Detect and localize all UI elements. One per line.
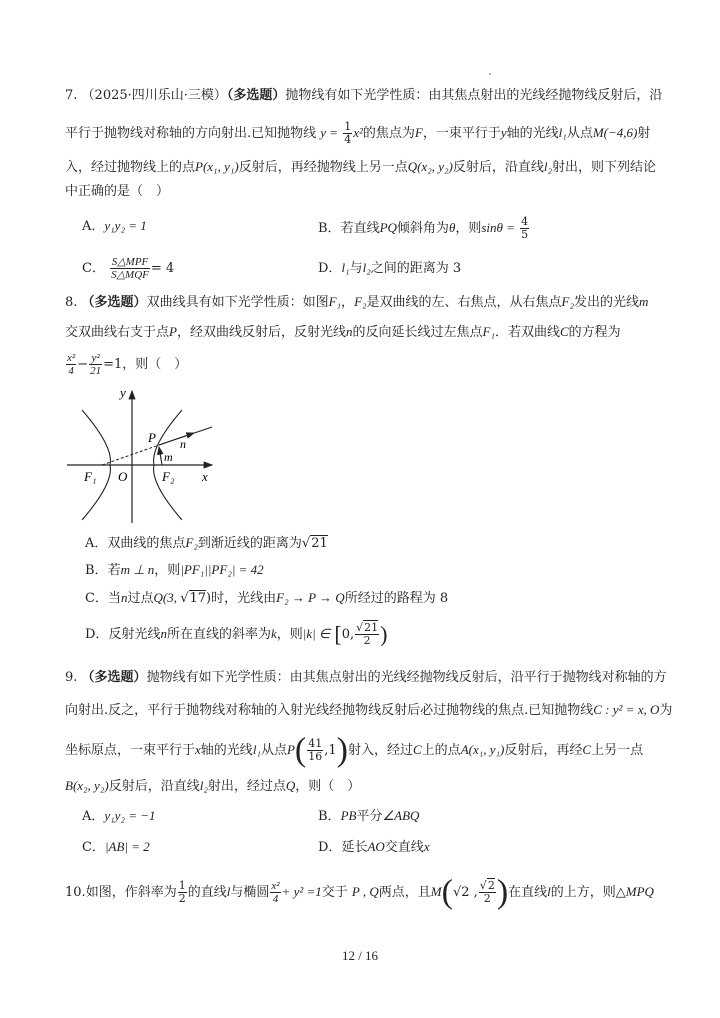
- text: 与: [349, 261, 363, 276]
- math: l₂: [199, 778, 208, 793]
- text: ，则（ ）: [295, 779, 361, 794]
- text: 两点，且: [378, 885, 431, 900]
- text: 所在直线的斜率为: [166, 627, 271, 642]
- option-label: B．: [85, 563, 108, 578]
- math: + y² =1: [281, 884, 322, 899]
- text: 所经过的路程为 8: [344, 591, 449, 606]
- f2-label: F₂: [162, 469, 175, 484]
- question-number: 8.: [65, 295, 78, 310]
- option-label: D．: [85, 627, 109, 642]
- hyperbola-figure: [62, 385, 222, 527]
- math: n: [345, 324, 353, 339]
- math: M(−4,6): [592, 125, 638, 140]
- text: 如图，作斜率为: [85, 885, 177, 900]
- bracket: ): [380, 621, 388, 647]
- text: 抛物线有如下光学性质：由其焦点射出的光线经抛物线反射后，沿平行于抛物线对称轴的方: [146, 670, 667, 685]
- q7-line-2: [65, 121, 650, 146]
- math: A(x₁, y₁): [460, 742, 505, 757]
- denominator: 2: [178, 892, 186, 905]
- question-type: （多选题）: [226, 88, 286, 103]
- math: l₂: [362, 260, 371, 275]
- numerator: S△MPF: [111, 256, 149, 268]
- text: 双曲线具有如下光学性质：如图: [146, 295, 329, 310]
- bracket: [: [334, 621, 342, 647]
- math: l: [226, 884, 231, 899]
- math: F: [414, 125, 423, 140]
- text: 向射出.反之，平行于抛物线对称轴的入射光线经抛物线反射后必过抛物线的焦点.已知抛物线: [65, 703, 594, 718]
- fraction: [89, 352, 102, 377]
- q9-option-d[interactable]: [318, 837, 430, 858]
- option-label: A．: [85, 536, 108, 551]
- math: k: [270, 626, 277, 641]
- text: 过点: [127, 591, 154, 606]
- fraction: [270, 880, 280, 905]
- math: |k| ∈: [302, 626, 331, 641]
- numerator: 41: [308, 737, 323, 750]
- numerator: 21: [364, 621, 379, 634]
- math: C : y² = x, O: [593, 702, 660, 717]
- x-label: x: [202, 469, 208, 484]
- denominator: S△MQF: [111, 269, 149, 281]
- option-label: C．: [85, 591, 108, 606]
- text: ，一束平行于: [422, 126, 501, 141]
- math: |PF₁||PF₂| = 42: [180, 562, 264, 577]
- math: C: [582, 742, 592, 757]
- f1-label: F₁: [84, 469, 97, 484]
- option-label: C．: [82, 840, 105, 855]
- fraction: [343, 121, 352, 146]
- text: 反射后，沿直线: [108, 779, 200, 794]
- text: 若: [107, 563, 121, 578]
- math: B(x₂, y₂): [65, 778, 109, 793]
- text: ，经双曲线反射后，反射光线: [176, 325, 346, 340]
- fraction: [307, 738, 323, 763]
- numerator: x²: [271, 880, 280, 892]
- text: 时，光线由: [211, 591, 277, 606]
- ray-n-arrow: [159, 433, 194, 445]
- numerator: y²: [89, 352, 102, 365]
- text: 若直线: [340, 221, 380, 236]
- q7-option-d[interactable]: [318, 258, 461, 279]
- option-text: y₁y₂ = −1: [104, 808, 156, 823]
- text: 平分: [356, 809, 383, 824]
- text: 射入，经过: [347, 743, 413, 758]
- math: n: [120, 590, 128, 605]
- question-type: （多选题）: [81, 670, 147, 685]
- text: 双曲线的焦点: [107, 536, 186, 551]
- text: 的焦点为: [362, 126, 415, 141]
- fraction: [110, 256, 150, 281]
- math: x: [423, 839, 430, 854]
- text: 的直线: [187, 885, 227, 900]
- math: y: [500, 125, 507, 140]
- math: l₁: [558, 125, 567, 140]
- math: ∠ABQ: [382, 808, 420, 823]
- q8-option-d[interactable]: [85, 622, 387, 647]
- q7-option-b[interactable]: [318, 216, 530, 241]
- text: 之间的距离为 3: [370, 261, 462, 276]
- text: 的上方，则△: [550, 885, 626, 900]
- math: C: [559, 324, 569, 339]
- scan-artifact: [489, 73, 491, 75]
- math: l₁: [252, 742, 261, 757]
- text: 平行于抛物线对称轴的方向射出.已知抛物线: [65, 126, 317, 141]
- text: 坐标原点，一束平行于: [65, 743, 196, 758]
- denominator: 4: [344, 133, 352, 146]
- text: ，则: [276, 627, 303, 642]
- text: 的反向延长线过左焦点: [352, 325, 483, 340]
- math: l₂: [543, 159, 553, 174]
- q9-option-a[interactable]: [82, 806, 156, 827]
- option-label: A．: [82, 219, 105, 234]
- fraction: [66, 352, 76, 377]
- question-type: （多选题）: [81, 295, 147, 310]
- q7-option-c[interactable]: [82, 256, 174, 281]
- text: 倾斜角为: [396, 221, 449, 236]
- denominator: 21: [90, 365, 102, 377]
- math: Q(x₂, y₂): [407, 159, 453, 174]
- denominator: 5: [521, 228, 529, 241]
- page-number: 12 / 16: [341, 948, 379, 963]
- math: PB: [340, 808, 357, 823]
- sqrt-value: 21: [311, 536, 328, 551]
- text: 射: [637, 126, 651, 141]
- option-label: B．: [318, 221, 341, 236]
- math: m ⊥ n: [120, 562, 155, 577]
- math: ): [206, 591, 212, 606]
- question-number: 10.: [65, 885, 86, 900]
- numerator: 1: [178, 879, 186, 892]
- q9-option-c[interactable]: [82, 837, 150, 858]
- math: = 4: [150, 261, 175, 276]
- math: √2 ,: [452, 885, 478, 900]
- m-label: m: [164, 450, 173, 464]
- math: θ: [448, 220, 456, 235]
- q8-option-b[interactable]: [85, 560, 264, 581]
- math: x: [195, 742, 201, 757]
- math: F₁: [328, 294, 342, 309]
- text: 到渐近线的距离为: [197, 536, 302, 551]
- q9-line-4: [65, 776, 360, 797]
- text: 从点: [260, 743, 287, 758]
- q8-option-c[interactable]: C．当n过点Q(3, √17)时，光线由F₂ → P → Q所经过的路程为 8: [85, 590, 449, 606]
- math: F₂: [561, 294, 575, 309]
- text: 上另一点: [591, 743, 644, 758]
- text: 交双曲线右支于点: [65, 325, 170, 340]
- math: AO: [367, 839, 385, 854]
- text: 与椭圆: [230, 885, 270, 900]
- question-number: 9.: [65, 670, 78, 685]
- math: l₁: [341, 260, 350, 275]
- p-label: P: [148, 430, 156, 445]
- q8-line-2: [65, 322, 621, 343]
- math: n: [160, 626, 167, 641]
- text: 反射后，沿直线: [452, 160, 544, 175]
- math: C: [413, 742, 422, 757]
- text: 上的点: [421, 743, 461, 758]
- math: sinθ =: [481, 220, 515, 235]
- fraction: $\frac{√2}{2}$: [479, 879, 495, 905]
- text: 发出的光线: [574, 295, 640, 310]
- option-text: |AB| = 2: [104, 839, 150, 854]
- fraction: [178, 880, 187, 905]
- text: ，则: [154, 563, 181, 578]
- question-number: 7.: [65, 88, 78, 103]
- text: 射出，经过点: [207, 779, 286, 794]
- q7-line-3: [65, 157, 656, 178]
- text: 反射后，再经: [504, 743, 583, 758]
- sqrt-value: 17: [189, 591, 207, 606]
- q8-option-a[interactable]: A．双曲线的焦点F₂到渐近线的距离为√21: [85, 535, 328, 551]
- denominator: 4: [272, 893, 279, 905]
- fraction: [520, 216, 529, 241]
- text: 延长: [341, 840, 368, 855]
- ray-m: [159, 447, 162, 465]
- math: P: [286, 742, 295, 757]
- text: ，则: [455, 221, 482, 236]
- q7-line-1: [65, 86, 662, 106]
- q9-line-3: 坐标原点，一束平行于x轴的光线l₁从点P( $\frac{41}{16}$ ,1)射入，经过C上的点A(x₁, y₁)反射后，再经C上另一点: [65, 731, 644, 769]
- math: MPQ: [625, 884, 654, 899]
- denominator: 4: [68, 365, 74, 377]
- option-label: C．: [82, 261, 105, 276]
- math: ,1: [324, 743, 337, 758]
- math: Q(3,: [153, 590, 181, 605]
- text: 是双曲线的左、右焦点，从右焦点: [366, 295, 562, 310]
- text: 的方程为: [568, 325, 621, 340]
- math: 0,: [341, 627, 355, 642]
- denominator: 16: [308, 750, 323, 763]
- text: 射出，则下列结论: [552, 160, 657, 175]
- q8-line-3: $\frac{\text{x²}}{4}$ − $\frac{\text{y²}}{21}$ =1，则（ ）: [67, 352, 188, 377]
- text: 在直线: [508, 885, 548, 900]
- math: F₂: [185, 535, 198, 550]
- text: 当: [107, 591, 121, 606]
- math: y =: [320, 125, 339, 140]
- option-text: y₁y₂ = 1: [104, 218, 147, 233]
- q7-option-a[interactable]: [82, 216, 147, 237]
- text: 为: [659, 703, 673, 718]
- text: 反射光线: [108, 627, 161, 642]
- option-label: D．: [318, 261, 342, 276]
- text: 交直线: [384, 840, 424, 855]
- q9-line-1: [65, 668, 667, 688]
- text: ．若双曲线: [494, 325, 560, 340]
- option-label: B．: [318, 809, 341, 824]
- q9-line-2: [65, 700, 672, 721]
- math: m: [639, 294, 649, 309]
- math: l: [547, 884, 551, 899]
- text: 轴的光线: [506, 126, 559, 141]
- denominator: 2: [483, 892, 491, 905]
- math: Q: [285, 778, 296, 793]
- text: ，: [341, 295, 355, 310]
- math: x²: [353, 125, 363, 140]
- math: P , Q: [351, 884, 379, 899]
- text: 抛物线有如下光学性质：由其焦点射出的光线经抛物线反射后，沿: [285, 88, 663, 103]
- q8-line-1: [65, 292, 648, 313]
- y-label: y: [120, 385, 126, 400]
- math: PQ: [379, 220, 397, 235]
- math: F₂: [354, 294, 367, 309]
- text: 反射后，再经抛物线上另一点: [238, 160, 408, 175]
- math: F₁: [482, 324, 495, 339]
- text: 入，经过抛物线上的点: [65, 160, 196, 175]
- denominator: 2: [363, 634, 371, 647]
- fraction: $\frac{√21}{2}$: [356, 621, 379, 647]
- q9-option-b[interactable]: [318, 806, 419, 827]
- option-label: A．: [82, 809, 105, 824]
- q7-line-4: [65, 182, 169, 202]
- math: M: [430, 884, 442, 899]
- text: 从点: [566, 126, 593, 141]
- text: =1，则（ ）: [103, 357, 188, 372]
- text: 轴的光线: [200, 743, 253, 758]
- numerator: 1: [344, 120, 352, 133]
- q10-line-1: 10.如图，作斜率为 $\frac{1}{2}$ 的直线l与椭圆 $\frac{\text{x²}}{4}$ + y² =1交于 P , Q两点，且M(√2 , $\frac{√2}{2}$ )在直线l的上方，则△MPQ: [65, 873, 654, 911]
- text: 交于: [321, 885, 348, 900]
- question-source: （2025·四川乐山·三模）: [81, 88, 227, 103]
- numerator: x²: [67, 352, 76, 364]
- math: P(x₁, y₁): [195, 159, 239, 174]
- option-label: D．: [318, 840, 342, 855]
- math: P: [169, 324, 177, 339]
- origin-label: O: [118, 469, 128, 484]
- text: 中正确的是（ ）: [65, 184, 170, 199]
- numerator: 2: [487, 879, 495, 892]
- n-label: n: [180, 437, 186, 451]
- math: F₂ → P → Q: [276, 590, 345, 605]
- numerator: 4: [521, 215, 529, 228]
